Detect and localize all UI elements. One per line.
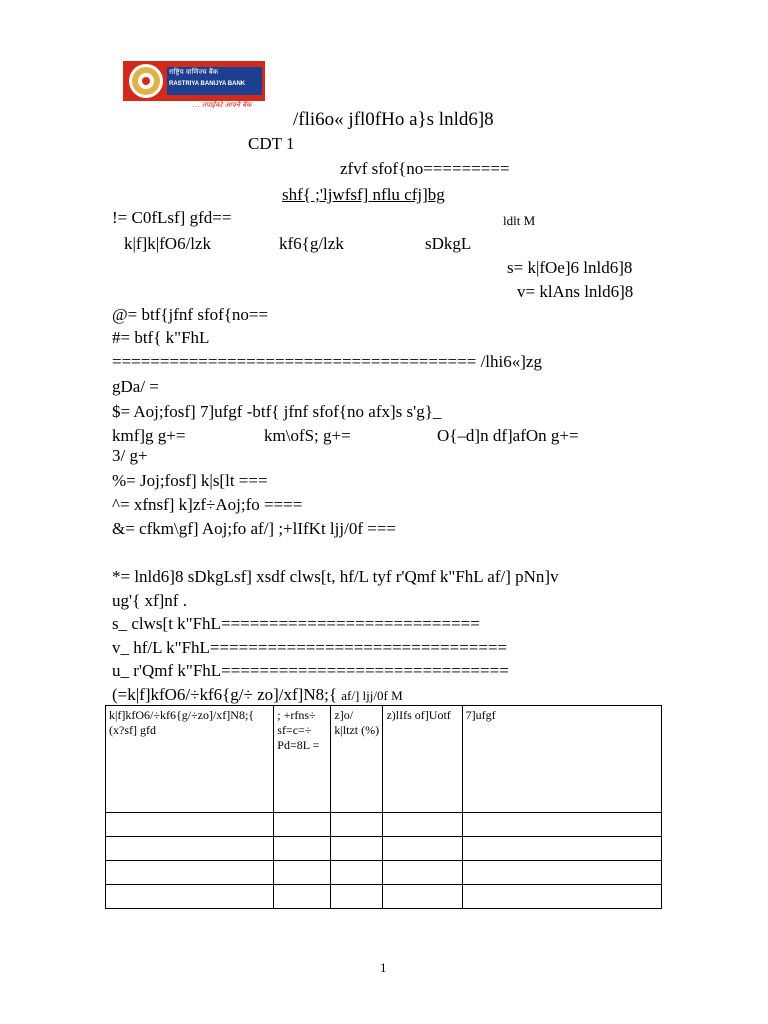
capital-section-heading: *= lnld6]8 sDkgLsf] xsdf clws[t, hf/L tyf r'Qmf k"FhL af/] pNn]v (112, 567, 559, 586)
table-cell[interactable] (462, 813, 661, 837)
table-cell[interactable] (462, 861, 661, 885)
bank-tagline: ... तपाईंको आफ्नै बैंक (193, 101, 252, 109)
business-nature-label: %= Joj;fosf] k|s[lt === (112, 471, 268, 490)
header-cell-name: k|f]kfO6/÷kf6{g/÷zo]/xf]N8;{ (x?sf] gfd (106, 706, 274, 813)
issued-capital-label: v_ hf/L k"FhL=============================== (112, 638, 508, 657)
header-cell-share-percent: z]o/ k|ltzt (%) (331, 706, 383, 813)
table-cell[interactable] (331, 861, 383, 885)
shareholder-table (105, 705, 662, 909)
bank-name-hindi: राष्ट्रिय वाणिज्य बैंक (169, 68, 219, 76)
table-cell[interactable] (462, 837, 661, 861)
registered-office-label: @= btf{jfnf sfof{no== (112, 305, 269, 324)
option-public-limited: v= klAns lnld6]8 (517, 282, 634, 301)
form-title: zfvf sfof{no========= (340, 159, 510, 178)
table-cell[interactable] (106, 813, 274, 837)
shareholder-heading-main: (=k|f]kfO6/÷kf6{g/÷ zo]/xf]N8;{ (112, 685, 338, 704)
date-label: ldlt M (503, 213, 536, 228)
registration-line: ====================================== /lhi6«]zg (112, 352, 542, 371)
fax-label: km\ofS; g+= (264, 426, 351, 445)
table-cell[interactable] (462, 885, 661, 909)
authorized-capital-label: s_ clws[t k"FhL=========================== (112, 614, 480, 633)
header-cell-position: ; +rfns÷ sf=c=÷ Pd=8L = (274, 706, 331, 813)
business-summary-label: &= cfkm\gf] Aoj;fo af/] ;+lIfKt ljj/0f === (112, 519, 396, 538)
phone-label: kmf]g g+= (112, 426, 186, 445)
table-cell[interactable] (383, 861, 462, 885)
house-number-label: 3/ g+ (112, 446, 148, 465)
form-subtitle: shf{ ;'ljwfsf] nflu cfj]bg (282, 185, 445, 204)
option-company: sDkgL (425, 234, 472, 253)
table-cell[interactable] (106, 837, 274, 861)
page-title: /fli6o« jfl0fHo a}s lnld6]8 (293, 109, 494, 130)
table-cell[interactable] (274, 885, 331, 909)
business-address-label: $= Aoj;fosf] 7]ufgf -btf{ jfnf sfof{no afx]s s'g}_ (112, 402, 442, 421)
registered-capital-label: #= btf{ k"FhL (112, 328, 210, 347)
table-cell[interactable] (106, 861, 274, 885)
paid-capital-label: u_ r'Qmf k"FhL============================== (112, 661, 509, 680)
form-code: CDT 1 (248, 134, 295, 153)
bank-name-english: RASTRIYA BANIJYA BANK (169, 81, 246, 87)
table-cell[interactable] (331, 837, 383, 861)
current-business-label: ^= xfnsf] k]zf÷Aoj;fo ==== (112, 495, 303, 514)
capital-section-heading-cont: ug'{ xf]nf . (112, 591, 187, 610)
table-cell[interactable] (274, 813, 331, 837)
table-header-row (106, 706, 662, 813)
header-cell-address: 7]ufgf (462, 706, 661, 813)
table-cell[interactable] (274, 861, 331, 885)
table-row[interactable] (106, 837, 662, 861)
table-cell[interactable] (383, 837, 462, 861)
header-cell-education: z)lIfs of]Uotf (383, 706, 462, 813)
option-partnership: kf6{g/lzk (279, 234, 344, 253)
table-cell[interactable] (331, 813, 383, 837)
borrower-name-label: != C0fLsf] gfd== (112, 208, 232, 227)
table-row[interactable] (106, 861, 662, 885)
number-label: gDa/ = (112, 377, 159, 396)
bank-logo (123, 61, 265, 111)
table-cell[interactable] (383, 813, 462, 837)
table-cell[interactable] (106, 885, 274, 909)
table-row[interactable] (106, 885, 662, 909)
shareholder-details-heading (112, 685, 403, 706)
table-cell[interactable] (274, 837, 331, 861)
option-private-limited: s= k|fOe]6 lnld6]8 (507, 258, 633, 277)
page-number: 1 (380, 960, 387, 975)
table-cell[interactable] (383, 885, 462, 909)
shareholder-heading-suffix: af/] ljj/0f M (341, 688, 403, 703)
table-row[interactable] (106, 813, 662, 837)
option-proprietorship: k|f]k|fO6/lzk (124, 234, 212, 253)
table-cell[interactable] (331, 885, 383, 909)
email-mobile-label: O{–d]n df]afOn g+= (437, 426, 579, 445)
